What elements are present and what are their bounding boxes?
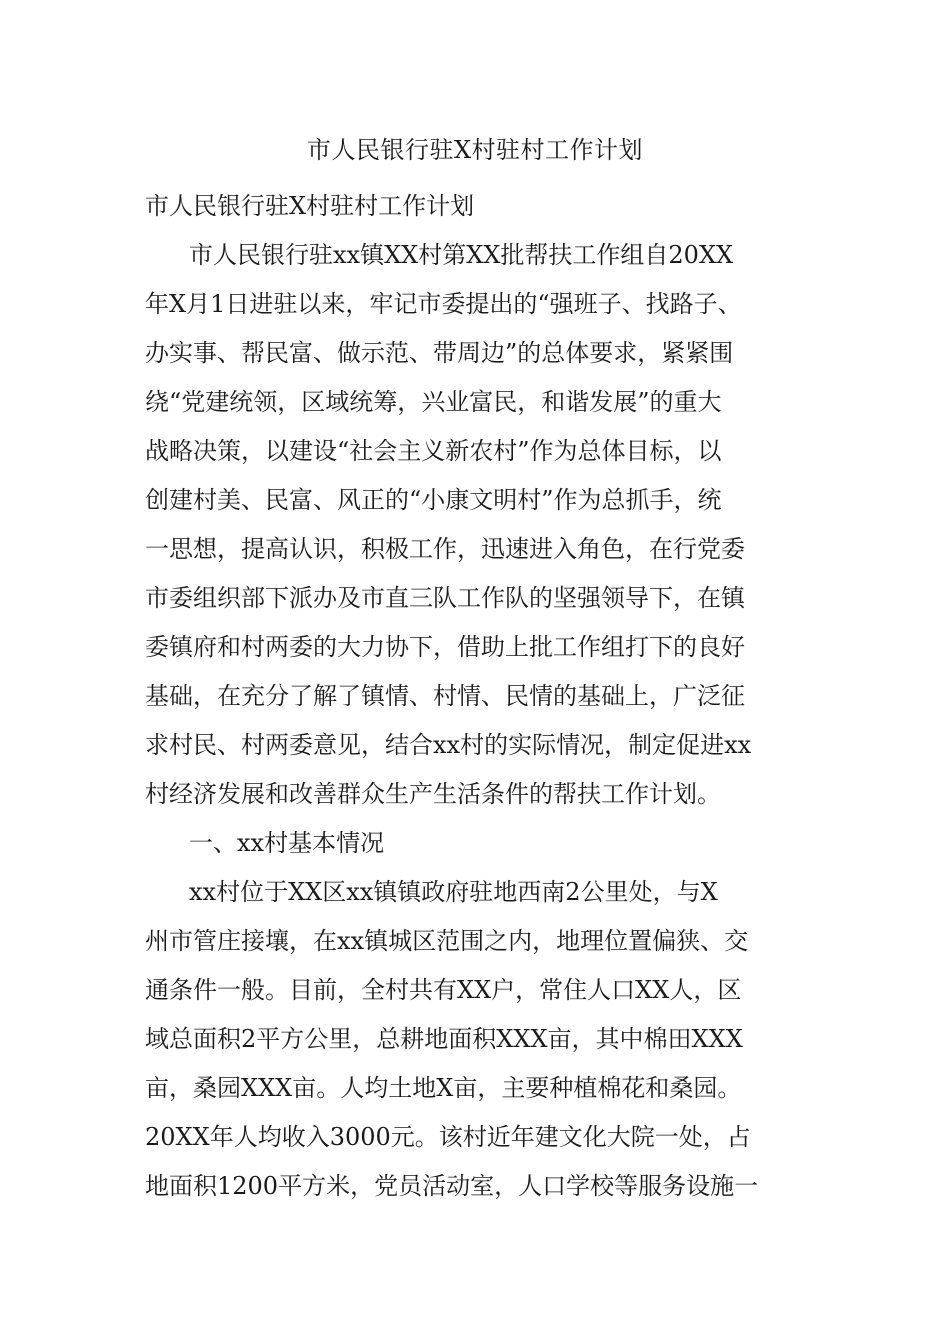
- text-line: 创建村美、民富、风正的“小康文明村”作为总抓手，统: [145, 486, 722, 514]
- text-line: 市委组织部下派办及市直三队工作队的坚强领导下，在镇: [145, 584, 745, 612]
- text-line: 市人民银行驻xx镇XX村第XX批帮扶工作组自20XX: [189, 241, 734, 269]
- text-line: 求村民、村两委意见，结合xx村的实际情况，制定促进xx: [145, 731, 752, 759]
- text-line: 战略决策，以建设“社会主义新农村”作为总体目标，以: [145, 437, 722, 465]
- text-line: xx村位于XX区xx镇镇政府驻地西南2公里处，与X: [189, 878, 718, 906]
- text-line: 域总面积2平方公里，总耕地面积XXX亩，其中棉田XXX: [145, 1025, 743, 1053]
- text-line: 基础，在充分了解了镇情、村情、民情的基础上，广泛征: [145, 682, 745, 710]
- text-line: 村经济发展和改善群众生产生活条件的帮扶工作计划。: [145, 780, 721, 808]
- text-line: 绕“党建统领，区域统筹，兴业富民，和谐发展”的重大: [145, 388, 722, 416]
- document-title: 市人民银行驻X村驻村工作计划: [306, 136, 644, 164]
- text-line: 通条件一般。目前，全村共有XX户，常住人口XX人，区: [145, 976, 742, 1004]
- text-line: 办实事、帮民富、做示范、带周边”的总体要求，紧紧围: [145, 339, 734, 367]
- text-line: 州市管庄接壤，在xx镇城区范围之内，地理位置偏狭、交: [145, 927, 749, 955]
- text-line: 一、xx村基本情况: [189, 829, 385, 857]
- text-line: 市人民银行驻X村驻村工作计划: [145, 192, 475, 220]
- text-line: 20XX年人均收入3000元。该村近年建文化大院一处，占: [145, 1123, 751, 1151]
- text-line: 地面积1200平方米，党员活动室，人口学校等服务设施一: [145, 1172, 759, 1200]
- text-line: 年X月1日进驻以来，牢记市委提出的“强班子、找路子、: [145, 290, 742, 318]
- text-line: 一思想，提高认识，积极工作，迅速进入角色，在行党委: [145, 535, 745, 563]
- text-line: 委镇府和村两委的大力协下，借助上批工作组打下的良好: [145, 633, 745, 661]
- document-body: [145, 182, 810, 1211]
- text-line: 亩，桑园XXX亩。人均土地X亩，主要种植棉花和桑园。: [145, 1074, 742, 1102]
